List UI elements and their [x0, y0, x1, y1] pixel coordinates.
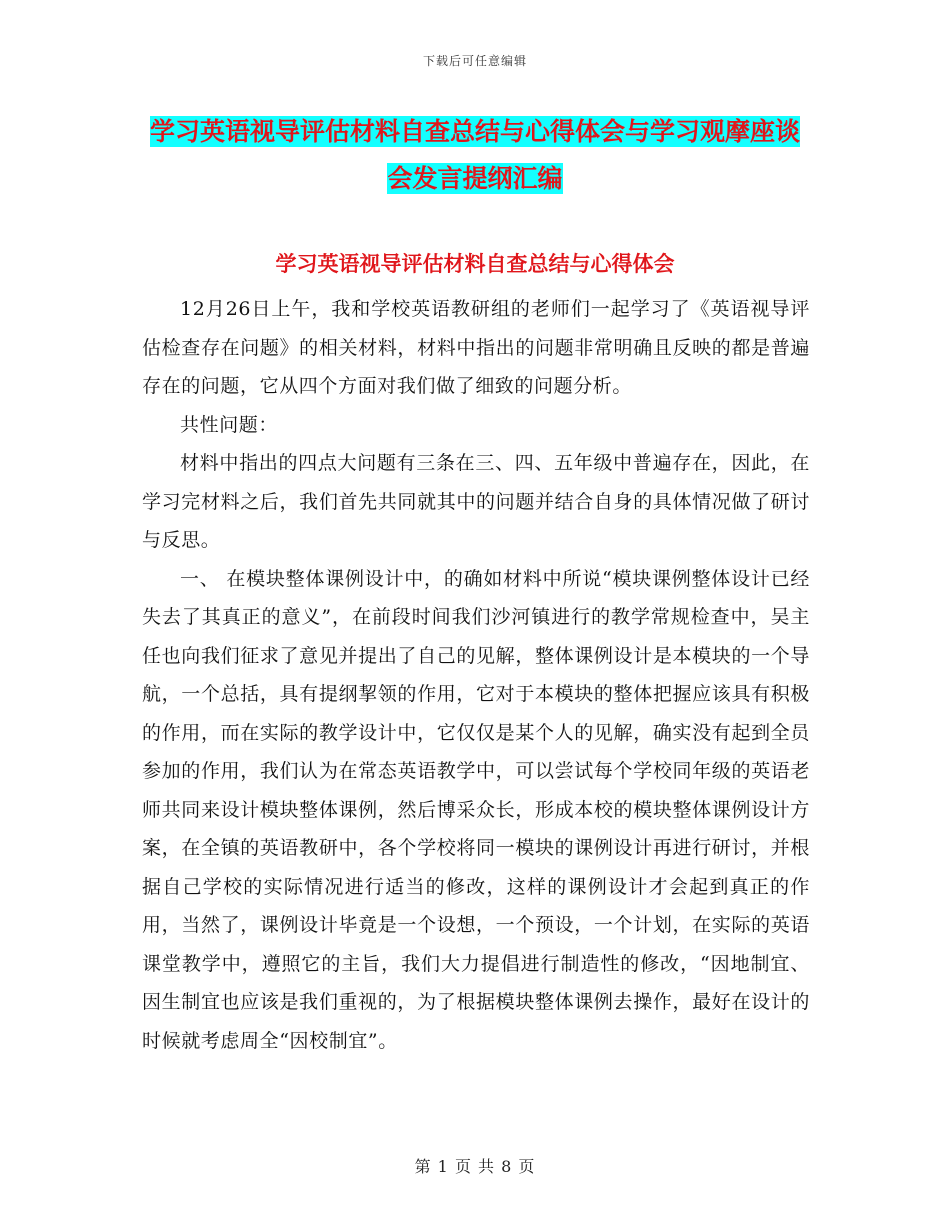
document-body [142, 290, 810, 1060]
document-title-text: 学习英语视导评估材料自查总结与心得体会与学习观摩座谈会发言提纲汇编 [149, 117, 800, 193]
page-header-note: 下载后可任意编辑 [422, 54, 527, 68]
body-paragraph: 材料中指出的四点大问题有三条在三、四、五年级中普遍存在，因此，在学习完材料之后，我们首先共同就其中的问题并结合自身的具体情况做了研讨与反思。 [142, 452, 810, 551]
body-paragraph: 一、 在模块整体课例设计中，的确如材料中所说“模块课例整体设计已经失去了其真正的意义”，在前段时间我们沙河镇进行的教学常规检查中，吴主任也向我们征求了意见并提出了自己的见解，整体课例设计是本模块的一个导航，一个总括，具有提纲挈领的作用，它对于本模块的整体把握应该具有积极的作用，而在实际的教学设计中，它仅仅是某个人的见解，确实没有起到全员参加的作用，我们认为在常态英语教学中，可以尝试每个学校同年级的英语老师共同来设计模块整体课例，然后博采众长，形成本校的模块整体课例设计方案，在全镇的英语教研中，各个学校将同一模块的课例设计再进行研讨，并根据自己学校的实际情况进行适当的修改，这样的课例设计才会起到真正的作用，当然了，课例设计毕竟是一个设想，一个预设，一个计划，在实际的英语课堂教学中，遵照它的主旨，我们大力提倡进行制造性的修改，“因地制宜、因生制宜也应该是我们重视的，为了根据模块整体课例去操作，最好在设计的时候就考虑周全“因校制宜”。 [142, 567, 810, 1052]
body-paragraph: 12月26日上午，我和学校英语教研组的老师们一起学习了《英语视导评估检查存在问题》的相关材料，材料中指出的问题非常明确且反映的都是普遍存在的问题，它从四个方面对我们做了细致的问题分析。 [142, 298, 810, 397]
body-paragraph: 共性问题： [180, 413, 279, 436]
section-title: 学习英语视导评估材料自查总结与心得体会 [275, 251, 675, 276]
page-footer: 第 1 页 共 8 页 [414, 1157, 536, 1176]
document-title [140, 108, 810, 202]
